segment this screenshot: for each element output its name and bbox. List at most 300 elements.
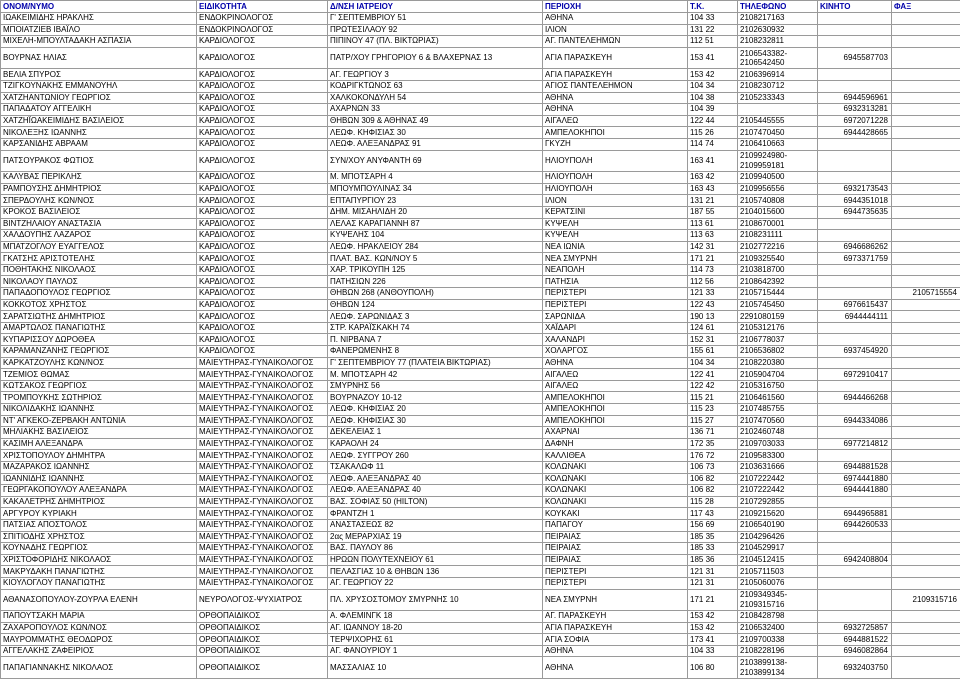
specialty-cell: ΚΑΡΔΙΟΛΟΓΟΣ <box>197 264 328 276</box>
fax-cell <box>892 264 960 276</box>
specialty-cell: ΜΑΙΕΥΤΗΡΑΣ-ΓΥΝΑΙΚΟΛΟΓΟΣ <box>197 554 328 566</box>
name-cell: ΠΑΠΟΥΤΣΑΚΗ ΜΑΡΙΑ <box>1 611 197 623</box>
specialty-cell: ΜΑΙΕΥΤΗΡΑΣ-ΓΥΝΑΙΚΟΛΟΓΟΣ <box>197 357 328 369</box>
specialty-cell: ΚΑΡΔΙΟΛΟΓΟΣ <box>197 150 328 172</box>
mobile-cell <box>818 357 892 369</box>
postcode-cell: 185 35 <box>688 531 738 543</box>
table-row <box>1 47 960 69</box>
name-cell: ΧΑΤΖΗΑΝΤΩΝΙΟΥ ΓΕΩΡΓΙΟΣ <box>1 92 197 104</box>
name-cell: ΜΑΥΡΟΜΜΑΤΗΣ ΘΕΟΔΩΡΟΣ <box>1 634 197 646</box>
address-cell: ΤΣΑΚΑΛΩΦ 11 <box>328 461 543 473</box>
address-cell: ΧΑΡ. ΤΡΙΚΟΥΠΗ 125 <box>328 264 543 276</box>
name-cell: ΜΠΟΙΑΤΖΙΕΒ ΙΒΑΪΛΟ <box>1 24 197 36</box>
postcode-cell: 122 41 <box>688 369 738 381</box>
postcode-cell: 121 33 <box>688 288 738 300</box>
header-specialty: ΕΙΔΙΚΟΤΗΤΑ <box>197 1 328 13</box>
table-row <box>1 415 960 427</box>
area-cell: ΝΕΑ ΙΩΝΙΑ <box>543 241 688 253</box>
postcode-cell: 121 31 <box>688 566 738 578</box>
table-row <box>1 127 960 139</box>
name-cell: ΠΑΤΣΟΥΡΑΚΟΣ ΦΩΤΙΟΣ <box>1 150 197 172</box>
postcode-cell: 115 21 <box>688 392 738 404</box>
fax-cell <box>892 404 960 416</box>
phone-line-2: 2109959181 <box>740 161 817 171</box>
name-cell: ΖΑΧΑΡΟΠΟΥΛΟΣ ΚΩΝ/ΝΟΣ <box>1 622 197 634</box>
specialty-cell: ΜΑΙΕΥΤΗΡΑΣ-ΓΥΝΑΙΚΟΛΟΓΟΣ <box>197 392 328 404</box>
mobile-cell <box>818 380 892 392</box>
postcode-cell: 153 42 <box>688 622 738 634</box>
table-row <box>1 92 960 104</box>
fax-cell: 2109315716 <box>892 589 960 611</box>
postcode-cell: 112 56 <box>688 276 738 288</box>
phone-cell: 2107470560 <box>738 415 818 427</box>
phone-cell: 2108428798 <box>738 611 818 623</box>
fax-cell <box>892 392 960 404</box>
table-row <box>1 404 960 416</box>
phone-cell: 2103631666 <box>738 461 818 473</box>
postcode-cell: 153 41 <box>688 47 738 69</box>
specialty-cell: ΜΑΙΕΥΤΗΡΑΣ-ΓΥΝΑΙΚΟΛΟΓΟΣ <box>197 531 328 543</box>
specialty-cell: ΚΑΡΔΙΟΛΟΓΟΣ <box>197 183 328 195</box>
area-cell: ΚΟΛΩΝΑΚΙ <box>543 473 688 485</box>
address-cell: ΑΓ. ΦΑΝΟΥΡΙΟΥ 1 <box>328 645 543 657</box>
fax-cell <box>892 461 960 473</box>
phone-cell: 2107222442 <box>738 473 818 485</box>
area-cell: ΗΛΙΟΥΠΟΛΗ <box>543 172 688 184</box>
fax-cell <box>892 346 960 358</box>
area-cell: ΚΟΥΚΑΚΙ <box>543 508 688 520</box>
mobile-cell <box>818 230 892 242</box>
table-row <box>1 150 960 172</box>
phone-cell: 2104015600 <box>738 206 818 218</box>
specialty-cell: ΚΑΡΔΙΟΛΟΓΟΣ <box>197 346 328 358</box>
area-cell: ΠΑΤΗΣΙΑ <box>543 276 688 288</box>
table-row <box>1 299 960 311</box>
mobile-cell <box>818 288 892 300</box>
fax-cell <box>892 172 960 184</box>
mobile-cell: 6946686262 <box>818 241 892 253</box>
address-cell: ΠΛΑΤ. ΒΑΣ. ΚΩΝ/ΝΟΥ 5 <box>328 253 543 265</box>
name-cell: ΚΙΟΥΛΟΓΛΟΥ ΠΑΝΑΓΙΩΤΗΣ <box>1 577 197 589</box>
area-cell: ΧΑΪΔΑΡΙ <box>543 322 688 334</box>
phone-cell: 2105316750 <box>738 380 818 392</box>
area-cell: ΑΓΙΟΣ ΠΑΝΤΕΛΕΗΜΟΝ <box>543 80 688 92</box>
postcode-cell: 163 42 <box>688 172 738 184</box>
mobile-cell: 6973371759 <box>818 253 892 265</box>
area-cell: ΝΕΑΠΟΛΗ <box>543 264 688 276</box>
table-row <box>1 589 960 611</box>
address-cell: ΜΑΣΣΑΛΙΑΣ 10 <box>328 657 543 679</box>
phone-cell: 2106396914 <box>738 69 818 81</box>
specialty-cell: ΜΑΙΕΥΤΗΡΑΣ-ΓΥΝΑΙΚΟΛΟΓΟΣ <box>197 369 328 381</box>
mobile-cell: 6944441880 <box>818 485 892 497</box>
area-cell: ΑΓΙΑ ΣΟΦΙΑ <box>543 634 688 646</box>
name-cell: ΧΡΙΣΤΟΠΟΥΛΟΥ ΔΗΜΗΤΡΑ <box>1 450 197 462</box>
header-area: ΠΕΡΙΟΧΗ <box>543 1 688 13</box>
phone-cell: 2108230712 <box>738 80 818 92</box>
fax-cell <box>892 473 960 485</box>
area-cell: ΧΟΛΑΡΓΟΣ <box>543 346 688 358</box>
address-cell: ΚΟΔΡΙΓΚΤΩΝΟΣ 63 <box>328 80 543 92</box>
fax-cell <box>892 438 960 450</box>
address-cell: ΛΕΩΦ. ΣΥΓΓΡΟΥ 260 <box>328 450 543 462</box>
name-cell: ΧΡΙΣΤΟΦΟΡΙΔΗΣ ΝΙΚΟΛΑΟΣ <box>1 554 197 566</box>
phone-cell: 2106410663 <box>738 138 818 150</box>
phone-cell: 2104529917 <box>738 543 818 555</box>
mobile-cell <box>818 334 892 346</box>
name-cell: ΚΥΠΑΡΙΣΣΟΥ ΔΩΡΟΘΕΑ <box>1 334 197 346</box>
fax-cell <box>892 519 960 531</box>
postcode-cell: 122 42 <box>688 380 738 392</box>
specialty-cell: ΚΑΡΔΙΟΛΟΓΟΣ <box>197 276 328 288</box>
address-cell: ΛΕΩΦ. ΑΛΕΞΑΝΔΡΑΣ 40 <box>328 473 543 485</box>
address-cell: Γ' ΣΕΠΤΕΜΒΡΙΟΥ 77 (ΠΛΑΤΕΙΑ ΒΙΚΤΩΡΙΑΣ) <box>328 357 543 369</box>
specialty-cell: ΚΑΡΔΙΟΛΟΓΟΣ <box>197 288 328 300</box>
phone-cell <box>738 150 818 172</box>
fax-cell <box>892 645 960 657</box>
mobile-cell: 6942408804 <box>818 554 892 566</box>
address-cell: ΘΗΒΩΝ 124 <box>328 299 543 311</box>
area-cell: ΠΕΡΙΣΤΕΡΙ <box>543 577 688 589</box>
phone-cell: 2105312176 <box>738 322 818 334</box>
name-cell: ΜΠΑΤΖΟΓΛΟΥ ΕΥΑΓΓΕΛΟΣ <box>1 241 197 253</box>
address-cell: ΠΡΩΤΕΣΙΛΑΟΥ 92 <box>328 24 543 36</box>
area-cell: ΠΕΡΙΣΤΕΡΙ <box>543 299 688 311</box>
name-cell: ΠΑΠΑΓΙΑΝΝΑΚΗΣ ΝΙΚΟΛΑΟΣ <box>1 657 197 679</box>
mobile-cell <box>818 589 892 611</box>
table-row <box>1 392 960 404</box>
fax-cell <box>892 334 960 346</box>
name-cell: ΣΠΕΡΔΟΥΛΗΣ ΚΩΝ/ΝΟΣ <box>1 195 197 207</box>
mobile-cell <box>818 611 892 623</box>
table-row <box>1 380 960 392</box>
specialty-cell: ΚΑΡΔΙΟΛΟΓΟΣ <box>197 127 328 139</box>
table-row <box>1 241 960 253</box>
area-cell: ΑΜΠΕΛΟΚΗΠΟΙ <box>543 127 688 139</box>
area-cell: ΑΜΠΕΛΟΚΗΠΟΙ <box>543 415 688 427</box>
specialty-cell: ΚΑΡΔΙΟΛΟΓΟΣ <box>197 172 328 184</box>
phone-cell <box>738 589 818 611</box>
address-cell: ΑΓ. ΓΕΩΡΓΙΟΥ 3 <box>328 69 543 81</box>
address-cell: ΔΗΜ. ΜΙΣΑΗΛΙΔΗ 20 <box>328 206 543 218</box>
table-row <box>1 288 960 300</box>
table-row <box>1 311 960 323</box>
mobile-cell: 6937454920 <box>818 346 892 358</box>
area-cell: ΠΑΠΑΓΟΥ <box>543 519 688 531</box>
mobile-cell <box>818 450 892 462</box>
phone-cell: 2106461560 <box>738 392 818 404</box>
area-cell: ΑΓ. ΠΑΡΑΣΚΕΥΗ <box>543 611 688 623</box>
address-cell: ΠΑΤΡ/ΧΟΥ ΓΡΗΓΟΡΙΟΥ 6 & ΒΛΑΧΕΡΝΑΣ 13 <box>328 47 543 69</box>
area-cell: ΣΑΡΩΝΙΔΑ <box>543 311 688 323</box>
mobile-cell: 6944965881 <box>818 508 892 520</box>
postcode-cell: 113 61 <box>688 218 738 230</box>
mobile-cell: 6977214812 <box>818 438 892 450</box>
address-cell: ΑΓ. ΓΕΩΡΓΙΟΥ 22 <box>328 577 543 589</box>
postcode-cell: 106 82 <box>688 485 738 497</box>
phone-cell: 2102630932 <box>738 24 818 36</box>
mobile-cell: 6946082864 <box>818 645 892 657</box>
table-row <box>1 230 960 242</box>
phone-cell: 2103818700 <box>738 264 818 276</box>
fax-cell <box>892 311 960 323</box>
address-cell: ΚΥΨΕΛΗΣ 104 <box>328 230 543 242</box>
postcode-cell: 171 21 <box>688 589 738 611</box>
address-cell: ΗΡΩΩΝ ΠΟΛΥΤΕΧΝΕΙΟΥ 61 <box>328 554 543 566</box>
fax-cell <box>892 543 960 555</box>
name-cell: ΠΟΘΗΤΑΚΗΣ ΝΙΚΟΛΑΟΣ <box>1 264 197 276</box>
address-cell: Γ' ΣΕΠΤΕΜΒΡΙΟΥ 51 <box>328 13 543 25</box>
postcode-cell: 104 38 <box>688 92 738 104</box>
phone-cell: 2108217163 <box>738 13 818 25</box>
area-cell: ΚΥΨΕΛΗ <box>543 218 688 230</box>
specialty-cell: ΟΡΘΟΠΑΙΔΙΚΟΣ <box>197 657 328 679</box>
specialty-cell: ΜΑΙΕΥΤΗΡΑΣ-ΓΥΝΑΙΚΟΛΟΓΟΣ <box>197 519 328 531</box>
mobile-cell: 6944735635 <box>818 206 892 218</box>
phone-cell: 2105233343 <box>738 92 818 104</box>
mobile-cell <box>818 218 892 230</box>
postcode-cell: 155 61 <box>688 346 738 358</box>
phone-line-2: 2103899134 <box>740 668 817 678</box>
mobile-cell: 6972910417 <box>818 369 892 381</box>
table-row <box>1 438 960 450</box>
table-row <box>1 566 960 578</box>
area-cell: ΠΕΡΙΣΤΕΡΙ <box>543 288 688 300</box>
address-cell: ΒΟΥΡΝΑΖΟΥ 10-12 <box>328 392 543 404</box>
postcode-cell: 153 42 <box>688 611 738 623</box>
specialty-cell: ΕΝΔΟΚΡΙΝΟΛΟΓΟΣ <box>197 24 328 36</box>
table-row <box>1 461 960 473</box>
table-row <box>1 264 960 276</box>
specialty-cell: ΚΑΡΔΙΟΛΟΓΟΣ <box>197 230 328 242</box>
table-row <box>1 80 960 92</box>
mobile-cell: 6932313281 <box>818 104 892 116</box>
phone-cell: 2105715444 <box>738 288 818 300</box>
area-cell: ΑΙΓΑΛΕΩ <box>543 380 688 392</box>
fax-cell <box>892 92 960 104</box>
postcode-cell: 115 28 <box>688 496 738 508</box>
area-cell: ΑΘΗΝΑ <box>543 13 688 25</box>
area-cell: ΑΓ. ΠΑΝΤΕΛΕΗΜΩΝ <box>543 36 688 48</box>
address-cell: ΠΛ. ΧΡΥΣΟΣΤΟΜΟΥ ΣΜΥΡΝΗΣ 10 <box>328 589 543 611</box>
specialty-cell: ΜΑΙΕΥΤΗΡΑΣ-ΓΥΝΑΙΚΟΛΟΓΟΣ <box>197 450 328 462</box>
address-cell: ΦΡΑΝΤΖΗ 1 <box>328 508 543 520</box>
table-row <box>1 369 960 381</box>
mobile-cell: 6944881528 <box>818 461 892 473</box>
postcode-cell: 114 73 <box>688 264 738 276</box>
fax-cell <box>892 138 960 150</box>
postcode-cell: 121 31 <box>688 577 738 589</box>
phone-cell: 2106536802 <box>738 346 818 358</box>
phone-cell: 2108232811 <box>738 36 818 48</box>
table-row <box>1 334 960 346</box>
table-row <box>1 554 960 566</box>
phone-cell: 2108642392 <box>738 276 818 288</box>
address-cell: ΤΕΡΨΙΧΟΡΗΣ 61 <box>328 634 543 646</box>
postcode-cell: 104 33 <box>688 13 738 25</box>
fax-cell <box>892 485 960 497</box>
specialty-cell: ΜΑΙΕΥΤΗΡΑΣ-ΓΥΝΑΙΚΟΛΟΓΟΣ <box>197 427 328 439</box>
area-cell: ΑΜΠΕΛΟΚΗΠΟΙ <box>543 404 688 416</box>
area-cell: ΑΘΗΝΑ <box>543 645 688 657</box>
specialty-cell: ΜΑΙΕΥΤΗΡΑΣ-ΓΥΝΑΙΚΟΛΟΓΟΣ <box>197 415 328 427</box>
specialty-cell: ΜΑΙΕΥΤΗΡΑΣ-ΓΥΝΑΙΚΟΛΟΓΟΣ <box>197 577 328 589</box>
address-cell: ΛΕΩΦ. ΚΗΦΙΣΙΑΣ 20 <box>328 404 543 416</box>
mobile-cell <box>818 24 892 36</box>
postcode-cell: 114 74 <box>688 138 738 150</box>
area-cell: ΝΕΑ ΣΜΥΡΝΗ <box>543 253 688 265</box>
name-cell: ΑΘΑΝΑΣΟΠΟΥΛΟΥ-ΖΟΥΡΛΑ ΕΛΕΝΗ <box>1 589 197 611</box>
table-row <box>1 496 960 508</box>
fax-cell <box>892 322 960 334</box>
table-row <box>1 611 960 623</box>
table-row <box>1 473 960 485</box>
table-body <box>1 13 960 679</box>
name-cell: ΑΓΓΕΛΑΚΗΣ ΖΑΦΕΙΡΙΟΣ <box>1 645 197 657</box>
postcode-cell: 163 43 <box>688 183 738 195</box>
fax-cell <box>892 69 960 81</box>
mobile-cell <box>818 276 892 288</box>
name-cell: ΒΕΛΙΑ ΣΠΥΡΟΣ <box>1 69 197 81</box>
postcode-cell: 122 43 <box>688 299 738 311</box>
area-cell: ΚΟΛΩΝΑΚΙ <box>543 485 688 497</box>
postcode-cell: 117 43 <box>688 508 738 520</box>
name-cell: ΤΖΕΜΙΟΣ ΘΩΜΑΣ <box>1 369 197 381</box>
address-cell: ΚΑΡΑΟΛΗ 24 <box>328 438 543 450</box>
address-cell: ΣΤΡ. ΚΑΡΑΪΣΚΑΚΗ 74 <box>328 322 543 334</box>
name-cell: ΚΑΚΑΛΕΤΡΗΣ ΔΗΜΗΤΡΙΟΣ <box>1 496 197 508</box>
phone-cell: 2108670001 <box>738 218 818 230</box>
mobile-cell: 6932725857 <box>818 622 892 634</box>
phone-cell: 2105711503 <box>738 566 818 578</box>
postcode-cell: 113 63 <box>688 230 738 242</box>
name-cell: ΣΑΡΑΤΣΙΩΤΗΣ ΔΗΜΗΤΡΙΟΣ <box>1 311 197 323</box>
header-phone: ΤΗΛΕΦΩΝΟ <box>738 1 818 13</box>
phone-cell: 2106540190 <box>738 519 818 531</box>
address-cell: ΑΝΑΣΤΑΣΕΩΣ 82 <box>328 519 543 531</box>
fax-cell <box>892 150 960 172</box>
phone-cell: 2107485755 <box>738 404 818 416</box>
specialty-cell: ΚΑΡΔΙΟΛΟΓΟΣ <box>197 218 328 230</box>
specialty-cell: ΕΝΔΟΚΡΙΝΟΛΟΓΟΣ <box>197 13 328 25</box>
fax-cell <box>892 566 960 578</box>
postcode-cell: 124 61 <box>688 322 738 334</box>
fax-cell <box>892 276 960 288</box>
phone-cell: 2107222442 <box>738 485 818 497</box>
address-cell: ΛΕΩΦ. ΗΡΑΚΛΕΙΟΥ 284 <box>328 241 543 253</box>
area-cell: ΧΑΛΑΝΔΡΙ <box>543 334 688 346</box>
name-cell: ΧΑΛΔΟΥΠΗΣ ΛΑΖΑΡΟΣ <box>1 230 197 242</box>
table-row <box>1 218 960 230</box>
phone-cell: 2102772216 <box>738 241 818 253</box>
phone-cell: 2109325540 <box>738 253 818 265</box>
header-postcode: Τ.Κ. <box>688 1 738 13</box>
mobile-cell <box>818 69 892 81</box>
header-row <box>1 1 960 13</box>
area-cell: ΚΕΡΑΤΣΙΝΙ <box>543 206 688 218</box>
specialty-cell: ΚΑΡΔΙΟΛΟΓΟΣ <box>197 138 328 150</box>
phone-cell: 2109956556 <box>738 183 818 195</box>
mobile-cell <box>818 543 892 555</box>
name-cell: ΠΑΤΣΙΑΣ ΑΠΟΣΤΟΛΟΣ <box>1 519 197 531</box>
address-cell: Π. ΝΙΡΒΑΝΑ 7 <box>328 334 543 346</box>
table-row <box>1 531 960 543</box>
name-cell: ΜΑΖΑΡΑΚΟΣ ΙΩΑΝΝΗΣ <box>1 461 197 473</box>
fax-cell <box>892 115 960 127</box>
name-cell: ΡΑΜΠΟΥΣΗΣ ΔΗΜΗΤΡΙΟΣ <box>1 183 197 195</box>
phone-cell: 2108228196 <box>738 645 818 657</box>
mobile-cell: 6976615437 <box>818 299 892 311</box>
name-cell: ΠΑΠΑΔΟΠΟΥΛΟΣ ΓΕΩΡΓΙΟΣ <box>1 288 197 300</box>
postcode-cell: 176 72 <box>688 450 738 462</box>
area-cell: ΔΑΦΝΗ <box>543 438 688 450</box>
postcode-cell: 153 42 <box>688 69 738 81</box>
table-row <box>1 508 960 520</box>
mobile-cell: 6944334086 <box>818 415 892 427</box>
address-cell: ΛΕΩΦ. ΣΑΡΩΝΙΔΑΣ 3 <box>328 311 543 323</box>
fax-cell <box>892 47 960 69</box>
specialty-cell: ΚΑΡΔΙΟΛΟΓΟΣ <box>197 47 328 69</box>
address-cell: ΛΕΩΦ. ΚΗΦΙΣΙΑΣ 30 <box>328 127 543 139</box>
fax-cell <box>892 577 960 589</box>
mobile-cell <box>818 172 892 184</box>
fax-cell <box>892 357 960 369</box>
table-row <box>1 253 960 265</box>
name-cell: ΜΗΛΙΑΚΗΣ ΒΑΣΙΛΕΙΟΣ <box>1 427 197 439</box>
fax-cell <box>892 634 960 646</box>
postcode-cell: 136 71 <box>688 427 738 439</box>
specialty-cell: ΜΑΙΕΥΤΗΡΑΣ-ΓΥΝΑΙΚΟΛΟΓΟΣ <box>197 404 328 416</box>
postcode-cell: 106 80 <box>688 657 738 679</box>
postcode-cell: 131 21 <box>688 195 738 207</box>
name-cell: ΒΙΝΤΖΗΛΑΙΟΥ ΑΝΑΣΤΑΣΙΑ <box>1 218 197 230</box>
mobile-cell <box>818 138 892 150</box>
name-cell: ΜΑΚΡΥΔΑΚΗ ΠΑΝΑΓΙΩΤΗΣ <box>1 566 197 578</box>
fax-cell <box>892 36 960 48</box>
specialty-cell: ΜΑΙΕΥΤΗΡΑΣ-ΓΥΝΑΙΚΟΛΟΓΟΣ <box>197 496 328 508</box>
area-cell: ΑΓΙΑ ΠΑΡΑΣΚΕΥΗ <box>543 69 688 81</box>
fax-cell <box>892 218 960 230</box>
fax-cell <box>892 24 960 36</box>
table-row <box>1 450 960 462</box>
postcode-cell: 142 31 <box>688 241 738 253</box>
postcode-cell: 115 27 <box>688 415 738 427</box>
table-row <box>1 183 960 195</box>
address-cell: Μ. ΜΠΟΤΣΑΡΗ 42 <box>328 369 543 381</box>
fax-cell <box>892 13 960 25</box>
fax-cell <box>892 80 960 92</box>
fax-cell <box>892 531 960 543</box>
area-cell: ΠΕΙΡΑΙΑΣ <box>543 543 688 555</box>
area-cell: ΠΕΙΡΑΙΑΣ <box>543 531 688 543</box>
phone-cell: 2102460748 <box>738 427 818 439</box>
specialty-cell: ΜΑΙΕΥΤΗΡΑΣ-ΓΥΝΑΙΚΟΛΟΓΟΣ <box>197 508 328 520</box>
fax-cell <box>892 657 960 679</box>
table-row <box>1 577 960 589</box>
address-cell: ΑΓ. ΙΩΑΝΝΟΥ 18-20 <box>328 622 543 634</box>
postcode-cell: 104 33 <box>688 645 738 657</box>
phone-cell: 2108231111 <box>738 230 818 242</box>
name-cell: ΚΡΟΚΟΣ ΒΑΣΙΛΕΙΟΣ <box>1 206 197 218</box>
table-row <box>1 138 960 150</box>
postcode-cell: 185 33 <box>688 543 738 555</box>
specialty-cell: ΟΡΘΟΠΑΙΔΙΚΟΣ <box>197 622 328 634</box>
name-cell: ΝΙΚΟΛΑΟΥ ΠΑΥΛΟΣ <box>1 276 197 288</box>
address-cell: ΛΕΩΦ. ΑΛΕΞΑΝΔΡΑΣ 91 <box>328 138 543 150</box>
name-cell: ΤΡΟΜΠΟΥΚΗΣ ΣΩΤΗΡΙΟΣ <box>1 392 197 404</box>
phone-cell: 2106532400 <box>738 622 818 634</box>
postcode-cell: 122 44 <box>688 115 738 127</box>
